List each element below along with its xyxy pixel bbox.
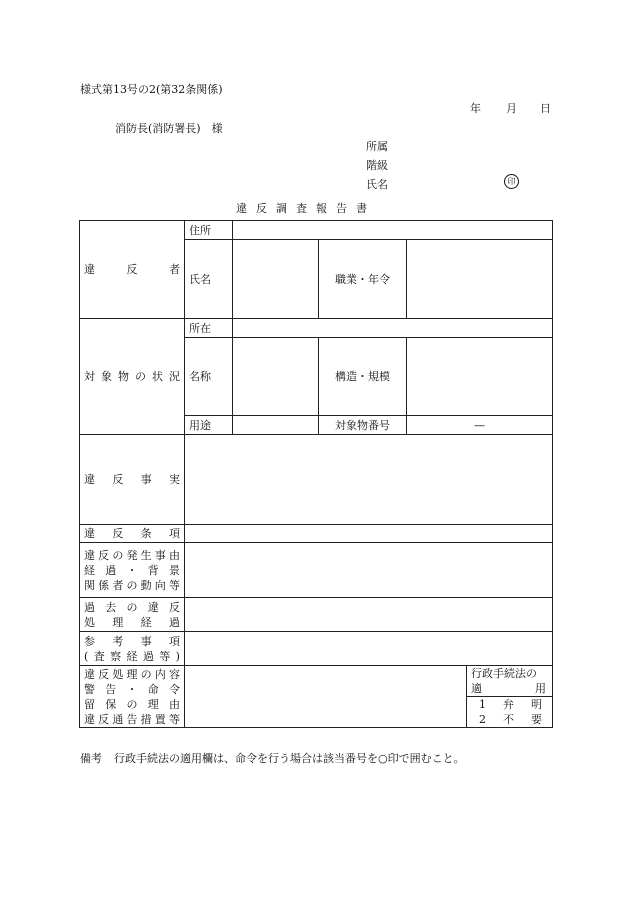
remarks-head: 備考 (80, 752, 102, 765)
seal-mark: 印 (504, 174, 519, 189)
past-field[interactable] (185, 598, 553, 632)
report-table (79, 220, 553, 728)
reference-label-lines: 参 考 事 項 ( 査 察 経 過 等 ) (84, 634, 180, 663)
violator-address-field[interactable] (233, 221, 553, 240)
past-label-lines: 過 去 の 違 反 処 理 経 過 (84, 600, 180, 629)
articles-label (80, 525, 185, 543)
date-year-label: 年 (470, 102, 481, 115)
remarks-note (80, 750, 465, 766)
violator-name-label: 氏名 (185, 240, 233, 319)
articles-field[interactable] (185, 525, 553, 543)
facts-label (80, 435, 185, 525)
target-use-field[interactable] (233, 416, 319, 435)
form-id: 様式第13号の2(第32条関係) (80, 83, 223, 96)
past-label (80, 598, 185, 632)
date-day-label: 日 (540, 102, 551, 115)
target-name-field[interactable] (233, 338, 319, 416)
admin-law-label (467, 666, 553, 697)
target-structure-label: 構造・規模 (319, 338, 407, 416)
violator-section-label (80, 221, 185, 319)
remarks-body: 行政手続法の適用欄は、命令を行う場合は該当番号を○印で囲むこと。 (114, 752, 465, 765)
background-label (80, 543, 185, 598)
target-structure-field[interactable] (407, 338, 553, 416)
date-month-label: 月 (506, 102, 517, 115)
handling-label (80, 666, 185, 728)
name-label: 氏名 (366, 178, 388, 191)
violator-label-chars: 違 反 者 (84, 263, 180, 276)
admin-law-option-1[interactable]: 1 弁 明 (479, 698, 542, 711)
affiliation-label: 所属 (366, 140, 388, 153)
background-label-lines: 違 反 の 発 生 事 由 経 過 ・ 背 景 関 係 者 の 動 向 等 (84, 548, 180, 592)
target-location-label: 所在 (185, 319, 233, 338)
articles-label-chars: 違 反 条 項 (84, 527, 180, 540)
target-label-chars: 対 象 物 の 状 況 (84, 370, 180, 383)
reference-field[interactable] (185, 632, 553, 666)
admin-law-line2: 適 用 (471, 682, 546, 695)
handling-field[interactable] (185, 666, 467, 728)
violator-name-field[interactable] (233, 240, 319, 319)
facts-field[interactable] (185, 435, 553, 525)
violator-occupation-field[interactable] (407, 240, 553, 319)
target-use-label: 用途 (185, 416, 233, 435)
background-field[interactable] (185, 543, 553, 598)
handling-label-lines: 違 反 処 理 の 内 容 警 告 ・ 命 令 留 保 の 理 由 違 反 通 告 措 置 等 (84, 667, 180, 726)
document-title: 違反調査報告書 (236, 202, 376, 215)
admin-law-line1: 行政手続法の (471, 667, 537, 680)
addressee: 消防長(消防署長) 様 (115, 122, 223, 135)
target-number-value: — (407, 416, 553, 435)
target-number-label: 対象物番号 (319, 416, 407, 435)
violator-occupation-label: 職業・年令 (319, 240, 407, 319)
facts-label-chars: 違 反 事 実 (84, 473, 180, 486)
target-location-field[interactable] (233, 319, 553, 338)
reference-label (80, 632, 185, 666)
rank-label: 階級 (366, 159, 388, 172)
violator-address-label: 住所 (185, 221, 233, 240)
target-section-label (80, 319, 185, 435)
target-name-label: 名称 (185, 338, 233, 416)
admin-law-options[interactable] (467, 697, 553, 728)
admin-law-option-2[interactable]: 2 不 要 (479, 713, 542, 726)
